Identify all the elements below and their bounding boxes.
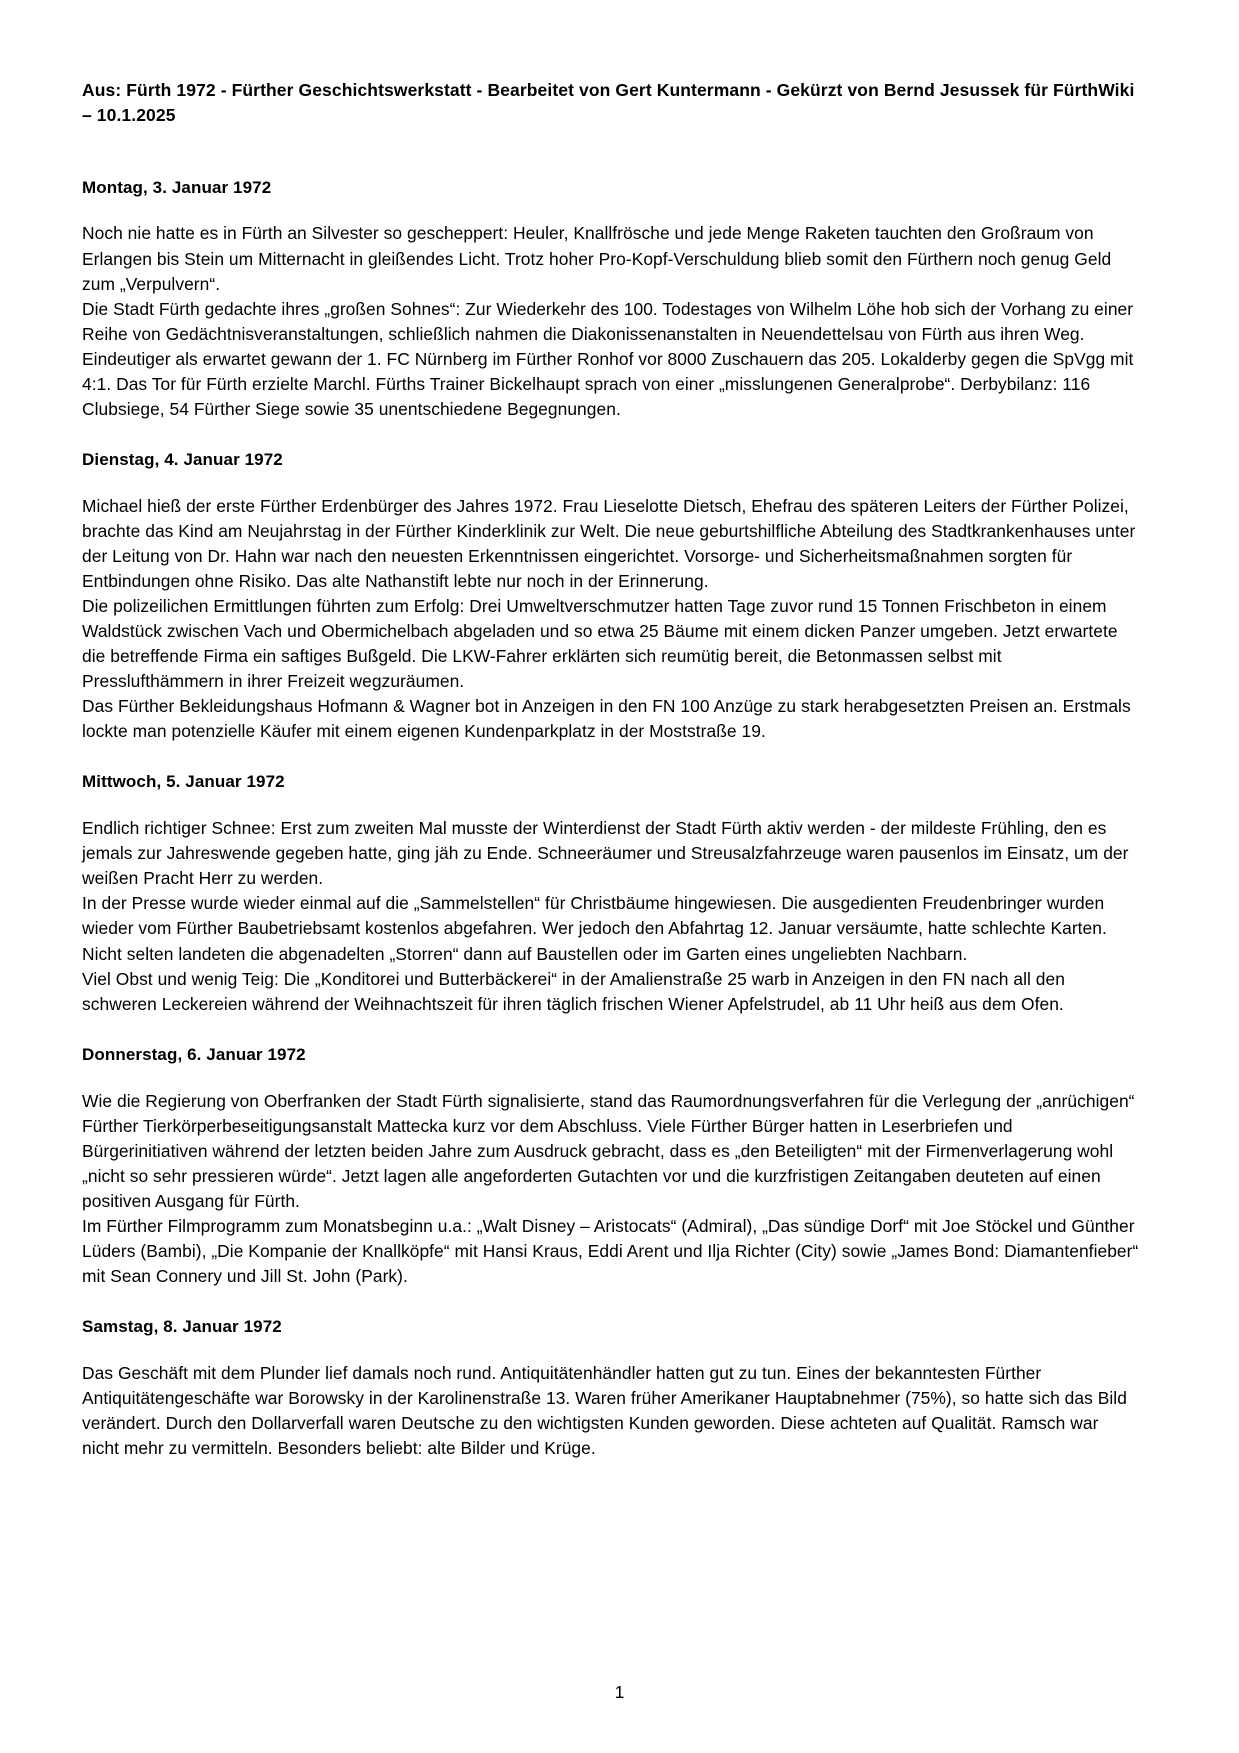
- day-body: Wie die Regierung von Oberfranken der Stadt Fürth signalisierte, stand das Raumordnungsverfahren für die Verlegung der „anrüchigen“ Fürther Tierkörperbeseitigungsanstalt Mattecka kurz vor dem Abschluss. Viele Fürther Bürger hatten in Leserbriefen und Bürgerinitiativen während der letzten beiden Jahre zum Ausdruck gebracht, dass es „den Beteiligten“ mit der Firmenverlagerung wohl „nicht so sehr pressieren würde“. Jetzt lagen alle angeforderten Gutachten vor und die kurzfristigen Zeitangaben deuteten auf einen positiven Ausgang für Fürth. Im Fürther Filmprogramm zum Monatsbeginn u.a.: „Walt Disney – Aristocats“ (Admiral), „Das sündige Dorf“ mit Joe Stöckel und Günther Lüders (Bambi), „Die Kompanie der Knallköpfe“ mit Hansi Kraus, Eddi Arent und Ilja Richter (City) sowie „James Bond: Diamantenfieber“ mit Sean Connery und Jill St. John (Park).: [82, 1090, 1139, 1286]
- day-section: [82, 448, 1139, 744]
- day-heading: Donnerstag, 6. Januar 1972: [82, 1044, 306, 1064]
- day-body: Das Geschäft mit dem Plunder lief damals noch rund. Antiquitätenhändler hatten gut zu tun. Eines der bekanntesten Fürther Antiquitätengeschäfte war Borowsky in der Karolinenstraße 13. Waren früher Amerikaner Hauptabnehmer (75%), so hatte sich das Bild verändert. Durch den Dollarverfall waren Deutsche zu den wichtigsten Kunden geworden. Diese achteten auf Qualität. Ramsch war nicht mehr zu vermitteln. Besonders beliebt: alte Bilder und Krüge.: [82, 1362, 1127, 1458]
- document-header: Aus: Fürth 1972 - Fürther Geschichtswerkstatt - Bearbeitet von Gert Kuntermann - Gekürzt von Bernd Jesussek für FürthWiki – 10.1.2025: [82, 80, 1135, 125]
- day-heading: Mittwoch, 5. Januar 1972: [82, 772, 285, 792]
- day-body: Noch nie hatte es in Fürth an Silvester so gescheppert: Heuler, Knallfrösche und jede Menge Raketen tauchten den Großraum von Erlangen bis Stein um Mitternacht in gleißendes Licht. Trotz hoher Pro-Kopf-Verschuldung blieb somit den Fürthern noch genug Geld zum „Verpulvern“. Die Stadt Fürth gedachte ihres „großen Sohnes“: Zur Wiederkehr des 100. Todestages von Wilhelm Löhe hob sich der Vorhang zu einer Reihe von Gedächtnisveranstaltungen, schließlich nahmen die Diakonissenanstalten in Neuendettelsau von Fürth aus ihren Weg. Eindeutiger als erwartet gewann der 1. FC Nürnberg im Fürther Ronhof vor 8000 Zuschauern das 205. Lokalderby gegen die SpVgg mit 4:1. Das Tor für Fürth erzielte Marchl. Fürths Trainer Bickelhaupt sprach von einer „misslungenen Generalprobe“. Derbybilanz: 116 Clubsiege, 54 Fürther Siege sowie 35 unentschiedene Begegnungen.: [82, 223, 1134, 419]
- page-number: 1: [614, 1681, 625, 1702]
- day-heading: Dienstag, 4. Januar 1972: [82, 449, 283, 469]
- day-section: [82, 770, 1139, 1016]
- day-section: [82, 1315, 1139, 1461]
- day-section: [82, 1043, 1139, 1289]
- day-heading: Montag, 3. Januar 1972: [82, 177, 272, 197]
- day-body: Endlich richtiger Schnee: Erst zum zweiten Mal musste der Winterdienst der Stadt Fürth aktiv werden - der mildeste Frühling, den es jemals zur Jahreswende gegeben hatte, ging jäh zu Ende. Schneeräumer und Streusalzfahrzeuge waren pausenlos im Einsatz, um der weißen Pracht Herr zu werden. In der Presse wurde wieder einmal auf die „Sammelstellen“ für Christbäume hingewiesen. Die ausgedienten Freudenbringer wurden wieder vom Fürther Baubetriebsamt kostenlos abgefahren. Wer jedoch den Abfahrtag 12. Januar versäumte, hatte schlechte Karten. Nicht selten landeten die abgenadelten „Storren“ dann auf Baustellen oder im Garten eines ungeliebten Nachbarn. Viel Obst und wenig Teig: Die „Konditorei und Butterbäckerei“ in der Amalienstraße 25 warb in Anzeigen in den FN nach all den schweren Leckereien während der Weihnachtszeit für ihren täglich frischen Wiener Apfelstrudel, ab 11 Uhr heiß aus dem Ofen.: [82, 818, 1129, 1014]
- day-heading: Samstag, 8. Januar 1972: [82, 1317, 282, 1336]
- day-section: [82, 176, 1139, 422]
- day-body: Michael hieß der erste Fürther Erdenbürger des Jahres 1972. Frau Lieselotte Dietsch, Ehefrau des späteren Leiters der Fürther Polizei, brachte das Kind am Neujahrstag in der Fürther Kinderklinik zur Welt. Die neue geburtshilfliche Abteilung des Stadtkrankenhauses unter der Leitung von Dr. Hahn war nach den neuesten Erkenntnissen eingerichtet. Vorsorge- und Sicherheitsmaßnahmen sorgten für Entbindungen ohne Risiko. Das alte Nathanstift lebte nur noch in der Erinnerung. Die polizeilichen Ermittlungen führten zum Erfolg: Drei Umweltverschmutzer hatten Tage zuvor rund 15 Tonnen Frischbeton in einem Waldstück zwischen Vach und Obermichelbach abgeladen und so etwa 25 Bäume mit einem dicken Panzer umgeben. Jetzt erwartete die betreffende Firma ein saftiges Bußgeld. Die LKW-Fahrer erklärten sich reumütig bereit, die Betonmassen selbst mit Presslufthämmern in ihrer Freizeit wegzuräumen. Das Fürther Bekleidungshaus Hofmann & Wagner bot in Anzeigen in den FN 100 Anzüge zu stark herabgesetzten Preisen an. Erstmals lockte man potenzielle Käufer mit einem eigenen Kundenparkplatz in der Moststraße 19.: [82, 495, 1136, 742]
